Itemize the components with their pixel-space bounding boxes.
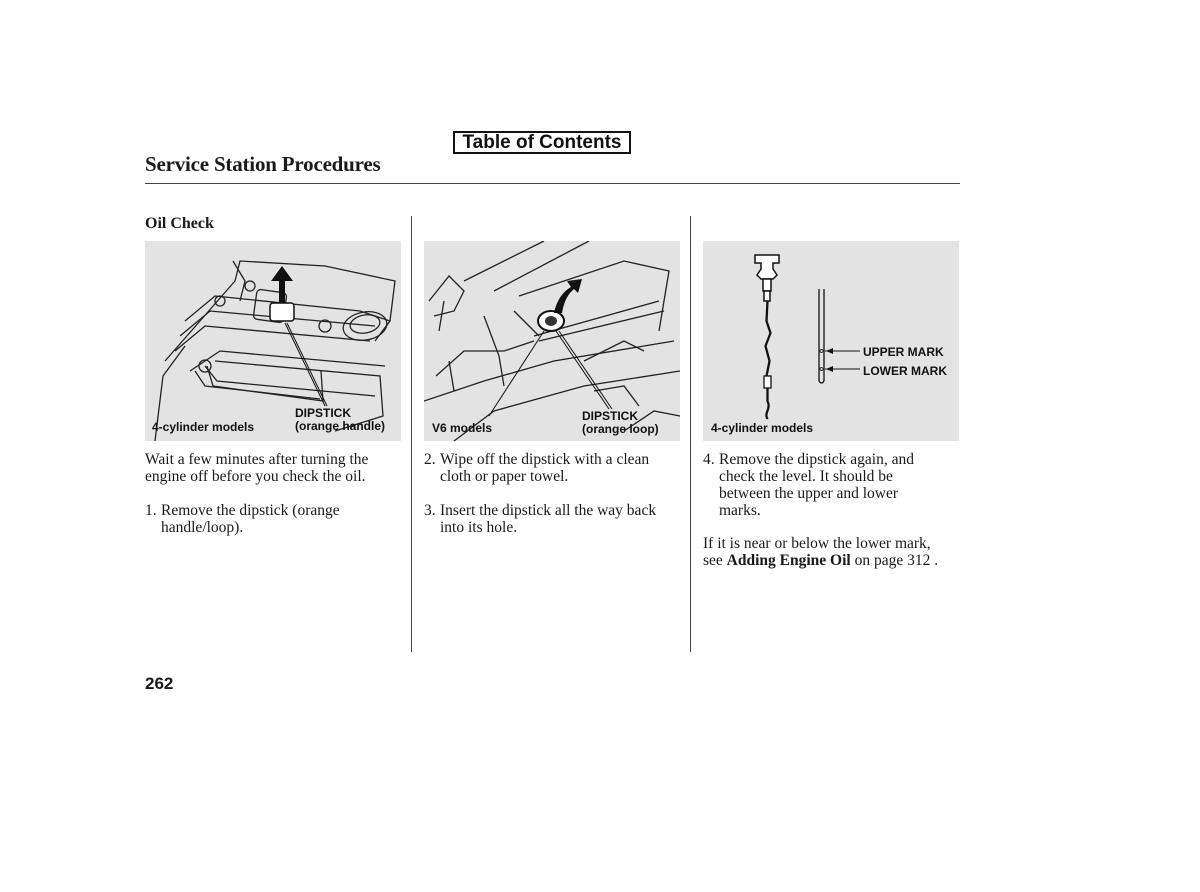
note-line <box>703 552 965 569</box>
step-text-line: marks. <box>719 502 761 519</box>
note-page-ref: on page 312 . <box>854 552 939 569</box>
header-rule <box>145 183 960 184</box>
step-1 <box>145 502 405 538</box>
step-text <box>440 451 649 485</box>
figure1-callout-line1: DIPSTICK <box>295 406 352 420</box>
step-2 <box>424 451 686 487</box>
upper-mark-label: UPPER MARK <box>863 345 944 359</box>
adding-engine-oil-link[interactable]: Adding Engine Oil <box>726 552 851 569</box>
figure-dipstick <box>703 241 959 441</box>
adding-oil-note <box>703 535 965 569</box>
note-line: If it is near or below the lower mark, <box>703 535 931 552</box>
step-text-line: between the upper and lower <box>719 485 899 502</box>
figure-v6-engine <box>424 241 680 441</box>
step-text-line: Remove the dipstick again, and <box>719 451 914 468</box>
lower-mark-label: LOWER MARK <box>863 364 947 378</box>
figure2-model-caption: V6 models <box>432 421 493 435</box>
section-heading: Oil Check <box>145 215 214 232</box>
column-divider-2 <box>690 216 691 652</box>
step-text-line: handle/loop). <box>161 519 244 536</box>
step-text <box>719 451 914 519</box>
step-text-line: Insert the dipstick all the way back <box>440 502 657 519</box>
note-see-text: see <box>703 552 723 569</box>
intro-line: Wait a few minutes after turning the <box>145 451 369 468</box>
column-divider-1 <box>411 216 412 652</box>
step-number: 3. <box>424 502 436 519</box>
step-3 <box>424 502 686 538</box>
figure1-model-caption: 4-cylinder models <box>152 420 255 434</box>
engine-v6-illustration <box>424 241 680 441</box>
figure1-callout-line2: (orange handle) <box>295 419 386 433</box>
step-text-line: Wipe off the dipstick with a clean <box>440 451 650 468</box>
step-4 <box>703 451 965 521</box>
step-text <box>161 502 340 536</box>
step-text-line: Remove the dipstick (orange <box>161 502 340 519</box>
figure3-model-caption: 4-cylinder models <box>711 421 814 435</box>
table-of-contents-button[interactable]: Table of Contents <box>453 131 631 154</box>
dipstick-illustration <box>703 241 959 441</box>
step-text-line: cloth or paper towel. <box>440 468 569 485</box>
step-text-line: into its hole. <box>440 519 518 536</box>
step-number: 1. <box>145 502 157 519</box>
figure2-callout-line2: (orange loop) <box>582 422 659 436</box>
figure2-callout-line1: DIPSTICK <box>582 409 639 423</box>
step-number: 4. <box>703 451 715 468</box>
step-text <box>440 502 656 536</box>
page-number: 262 <box>145 674 174 693</box>
page-title: Service Station Procedures <box>145 152 381 176</box>
step-text-line: check the level. It should be <box>719 468 893 485</box>
engine-4cyl-illustration <box>145 241 401 441</box>
figure-4cyl-engine <box>145 241 401 441</box>
intro-line: engine off before you check the oil. <box>145 468 366 485</box>
column1-text <box>145 451 405 485</box>
step-number: 2. <box>424 451 436 468</box>
